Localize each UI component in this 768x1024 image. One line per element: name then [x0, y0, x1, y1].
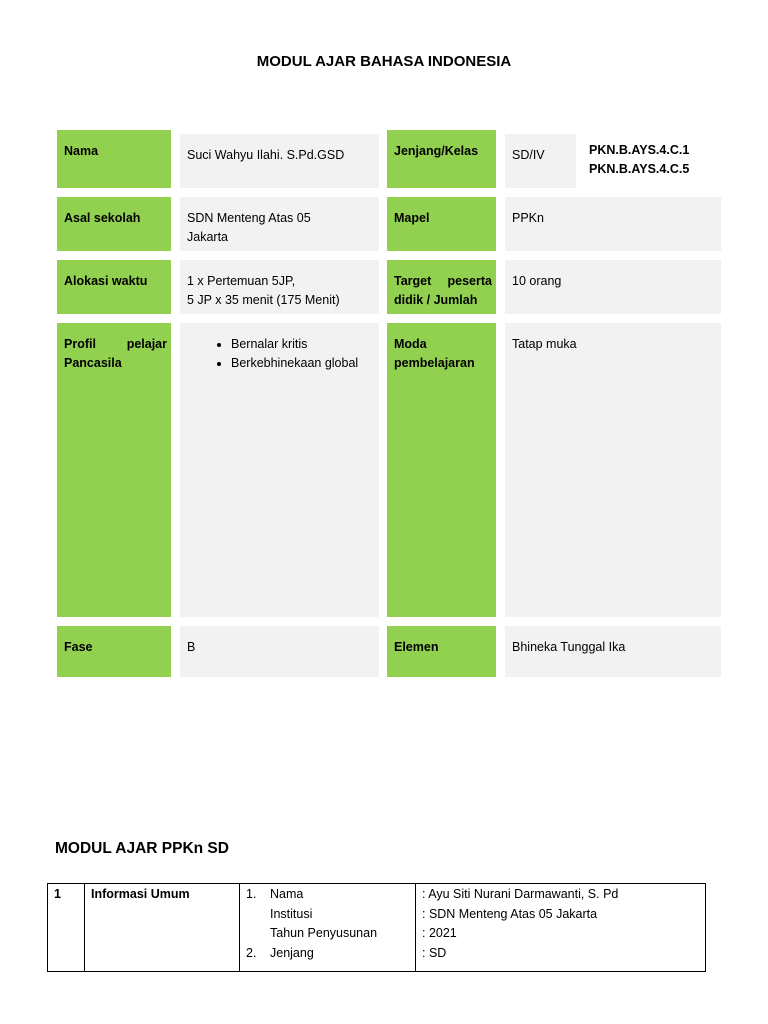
value-jenjang: : SD [422, 945, 447, 960]
competency-codes [589, 141, 689, 179]
value-nama: : Ayu Siti Nurani Darmawanti, S. Pd [422, 887, 619, 901]
alokasi-line-2: 5 JP x 35 menit (175 Menit) [187, 293, 340, 307]
moda-line-2: pembelajaran [394, 356, 475, 370]
profil-word-1: Profil [64, 337, 96, 351]
profil-line-2: Pancasila [64, 356, 122, 370]
asal-line-2: Jakarta [187, 230, 228, 244]
list-item: Institusi [270, 906, 313, 921]
target-peserta-value: 10 orang [505, 260, 721, 314]
profil-pelajar-value [180, 323, 379, 617]
code-2: PKN.B.AYS.4.C.5 [589, 162, 690, 176]
asal-sekolah-value [180, 197, 379, 251]
target-peserta-label [387, 260, 496, 314]
elemen-label: Elemen [387, 626, 496, 677]
target-word-1: Target [394, 274, 432, 288]
nama-value: Suci Wahyu Ilahi. S.Pd.GSD [180, 134, 379, 188]
info-table [47, 883, 706, 972]
row-number: 1 [48, 884, 85, 972]
alokasi-waktu-label: Alokasi waktu [57, 260, 171, 314]
section-title: MODUL AJAR PPKn SD [55, 840, 229, 857]
list-item: • Bernalar kritis [231, 335, 372, 354]
alokasi-line-1: 1 x Pertemuan 5JP, [187, 274, 296, 288]
profil-list [187, 335, 372, 373]
fase-label: Fase [57, 626, 171, 677]
row-heading: Informasi Umum [85, 884, 240, 972]
mapel-label: Mapel [387, 197, 496, 251]
jenjang-value: SD/IV [505, 134, 576, 188]
profil-word-2: pelajar [126, 337, 167, 351]
jenjang-label: Jenjang/Kelas [387, 130, 496, 188]
target-word-2: peserta [447, 274, 492, 288]
asal-sekolah-label: Asal sekolah [57, 197, 171, 251]
info-values [416, 884, 706, 972]
fase-value: B [180, 626, 379, 677]
value-tahun: : 2021 [422, 926, 457, 940]
moda-line-1: Moda [394, 337, 427, 351]
table-row [48, 884, 706, 972]
list-item: 1. Nama [246, 887, 304, 901]
page-title: MODUL AJAR BAHASA INDONESIA [256, 53, 512, 70]
value-institusi: : SDN Menteng Atas 05 Jakarta [422, 906, 598, 921]
alokasi-waktu-value [180, 260, 379, 314]
asal-line-1: SDN Menteng Atas 05 [187, 211, 311, 225]
profil-pelajar-label [57, 323, 171, 617]
nama-label: Nama [57, 130, 171, 188]
list-item: Tahun Penyusunan [270, 926, 378, 940]
moda-pembelajaran-value: Tatap muka [505, 323, 721, 617]
info-labels [240, 884, 416, 972]
mapel-value: PPKn [505, 197, 721, 251]
code-1: PKN.B.AYS.4.C.1 [589, 143, 690, 157]
list-item: 2. Jenjang [246, 945, 314, 960]
target-line-2: didik / Jumlah [394, 293, 478, 307]
moda-pembelajaran-label [387, 323, 496, 617]
elemen-value: Bhineka Tunggal Ika [505, 626, 721, 677]
list-item: • Berkebhinekaan global [231, 354, 372, 373]
